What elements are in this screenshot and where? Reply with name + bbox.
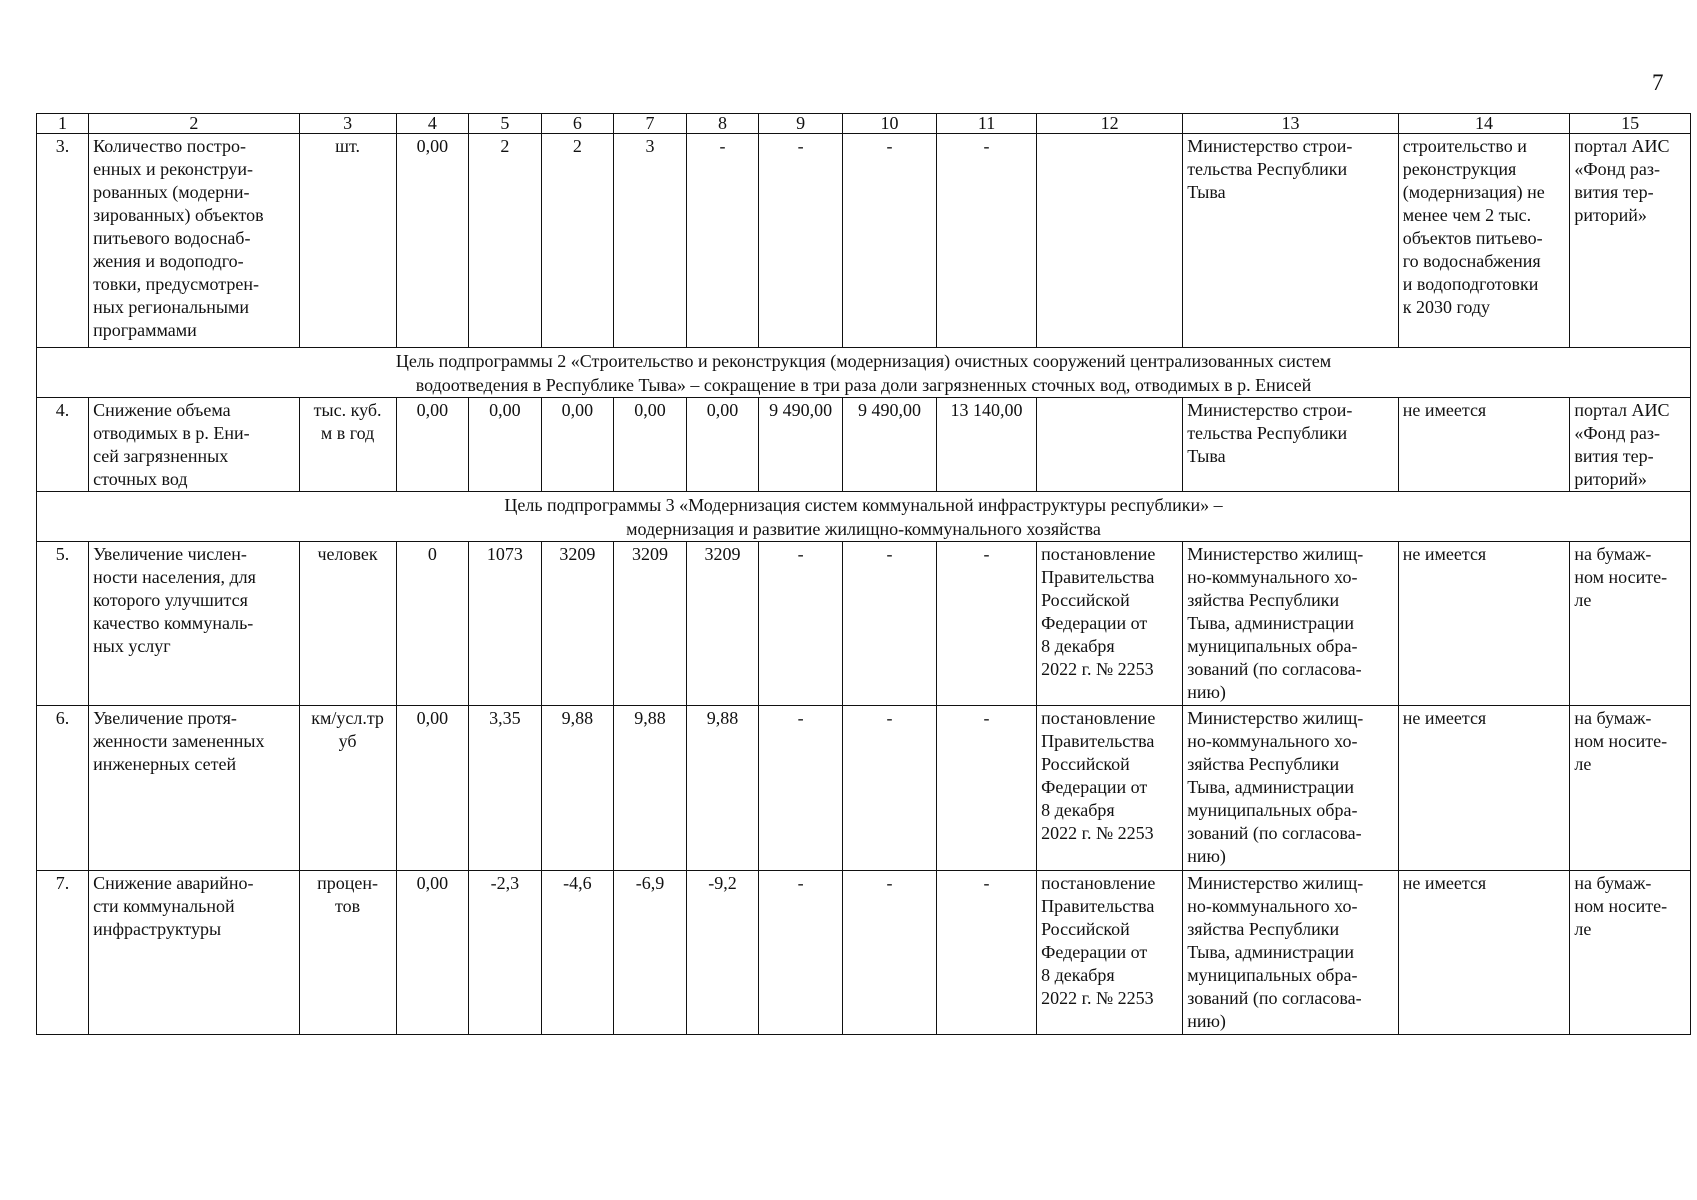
table-row [37,542,1691,706]
responsible-cell: Министерство строи- тельства Республики Тыва [1183,398,1399,492]
value-cell: - [843,134,937,348]
value-cell: 0,00 [614,398,687,492]
info-system-cell: на бумаж- ном носите- ле [1570,871,1691,1035]
value-cell: 9,88 [686,706,759,871]
table-row [37,134,1691,348]
value-cell: 3209 [614,542,687,706]
responsible-cell: Министерство жилищ- но-коммунального хо- зяйства Республики Тыва, администрации муниципальных обра- зований (по согласова- нию) [1183,542,1399,706]
column-header: 11 [937,114,1037,134]
value-cell: - [937,706,1037,871]
subprogram-goal-2: Цель подпрограммы 2 «Строительство и реконструкция (модернизация) очистных сооружений централизованных систем водоотведения в Республике Тыва» – сокращение в три раза доли загрязненных сточных вод, отводимых в р. Енисей [37,348,1691,398]
value-cell: 0,00 [396,134,469,348]
table-row [37,398,1691,492]
row-number: 5. [37,542,89,706]
link-cell: строительство и реконструкция (модернизация) не менее чем 2 тыс. объектов питьево- го водоснабжения и водоподготовки к 2030 году [1398,134,1570,348]
column-header: 2 [89,114,299,134]
subprogram-goal-3: Цель подпрограммы 3 «Модернизация систем коммунальной инфраструктуры республики» – модернизация и развитие жилищно-коммунального хозяйства [37,492,1691,542]
value-cell: 9,88 [541,706,614,871]
document-cell: постановление Правительства Российской Федерации от 8 декабря 2022 г. № 2253 [1037,542,1183,706]
link-cell: не имеется [1398,542,1570,706]
value-cell: - [759,134,843,348]
indicator-name: Увеличение числен- ности населения, для которого улучшится качество коммуналь- ных услуг [89,542,299,706]
column-header: 9 [759,114,843,134]
column-header: 5 [469,114,542,134]
link-cell: не имеется [1398,871,1570,1035]
link-cell: не имеется [1398,706,1570,871]
value-cell: - [843,871,937,1035]
value-cell: 0,00 [396,871,469,1035]
value-cell: - [937,542,1037,706]
goal-row [37,492,1691,542]
value-cell: 3209 [686,542,759,706]
row-number: 6. [37,706,89,871]
column-header: 15 [1570,114,1691,134]
value-cell: 3,35 [469,706,542,871]
column-header: 13 [1183,114,1399,134]
responsible-cell: Министерство жилищ- но-коммунального хо- зяйства Республики Тыва, администрации муниципальных обра- зований (по согласова- нию) [1183,706,1399,871]
value-cell: 0,00 [396,398,469,492]
row-number: 3. [37,134,89,348]
column-header: 7 [614,114,687,134]
value-cell: - [686,134,759,348]
unit: км/усл.тр уб [299,706,396,871]
info-system-cell: на бумаж- ном носите- ле [1570,706,1691,871]
value-cell: 9,88 [614,706,687,871]
column-number-row [37,114,1691,134]
column-header: 3 [299,114,396,134]
value-cell: -2,3 [469,871,542,1035]
info-system-cell: на бумаж- ном носите- ле [1570,542,1691,706]
value-cell: 3 [614,134,687,348]
responsible-cell: Министерство жилищ- но-коммунального хо- зяйства Республики Тыва, администрации муниципальных обра- зований (по согласова- нию) [1183,871,1399,1035]
value-cell: - [843,706,937,871]
row-number: 4. [37,398,89,492]
value-cell: - [759,871,843,1035]
value-cell: 2 [469,134,542,348]
info-system-cell: портал АИС «Фонд раз- вития тер- риторий» [1570,398,1691,492]
indicator-name: Количество постро- енных и реконструи- рованных (модерни- зированных) объектов питьевого водоснаб- жения и водоподго- товки, предусмотрен- ных региональными программами [89,134,299,348]
column-header: 12 [1037,114,1183,134]
link-cell: не имеется [1398,398,1570,492]
info-system-cell: портал АИС «Фонд раз- вития тер- риторий» [1570,134,1691,348]
value-cell: 0 [396,542,469,706]
column-header: 6 [541,114,614,134]
value-cell: -9,2 [686,871,759,1035]
value-cell: - [937,871,1037,1035]
unit: шт. [299,134,396,348]
value-cell: - [843,542,937,706]
indicator-name: Увеличение протя- женности замененных инженерных сетей [89,706,299,871]
unit: тыс. куб. м в год [299,398,396,492]
column-header: 10 [843,114,937,134]
row-number: 7. [37,871,89,1035]
value-cell: 9 490,00 [759,398,843,492]
column-header: 4 [396,114,469,134]
document-cell: постановление Правительства Российской Федерации от 8 декабря 2022 г. № 2253 [1037,706,1183,871]
value-cell: 1073 [469,542,542,706]
value-cell: 2 [541,134,614,348]
table-row [37,706,1691,871]
value-cell: 0,00 [541,398,614,492]
value-cell: 13 140,00 [937,398,1037,492]
column-header: 8 [686,114,759,134]
table-row [37,871,1691,1035]
value-cell: 9 490,00 [843,398,937,492]
value-cell: 0,00 [396,706,469,871]
document-cell [1037,134,1183,348]
document-cell: постановление Правительства Российской Федерации от 8 декабря 2022 г. № 2253 [1037,871,1183,1035]
value-cell: 0,00 [469,398,542,492]
value-cell: - [759,706,843,871]
column-header: 14 [1398,114,1570,134]
column-header: 1 [37,114,89,134]
document-cell [1037,398,1183,492]
value-cell: - [937,134,1037,348]
value-cell: - [759,542,843,706]
responsible-cell: Министерство строи- тельства Республики Тыва [1183,134,1399,348]
indicator-name: Снижение аварийно- сти коммунальной инфраструктуры [89,871,299,1035]
indicators-table [36,113,1691,1035]
value-cell: 0,00 [686,398,759,492]
value-cell: -4,6 [541,871,614,1035]
indicator-name: Снижение объема отводимых в р. Ени- сей загрязненных сточных вод [89,398,299,492]
goal-row [37,348,1691,398]
value-cell: -6,9 [614,871,687,1035]
unit: процен- тов [299,871,396,1035]
unit: человек [299,542,396,706]
value-cell: 3209 [541,542,614,706]
page-number: 7 [1652,70,1664,95]
